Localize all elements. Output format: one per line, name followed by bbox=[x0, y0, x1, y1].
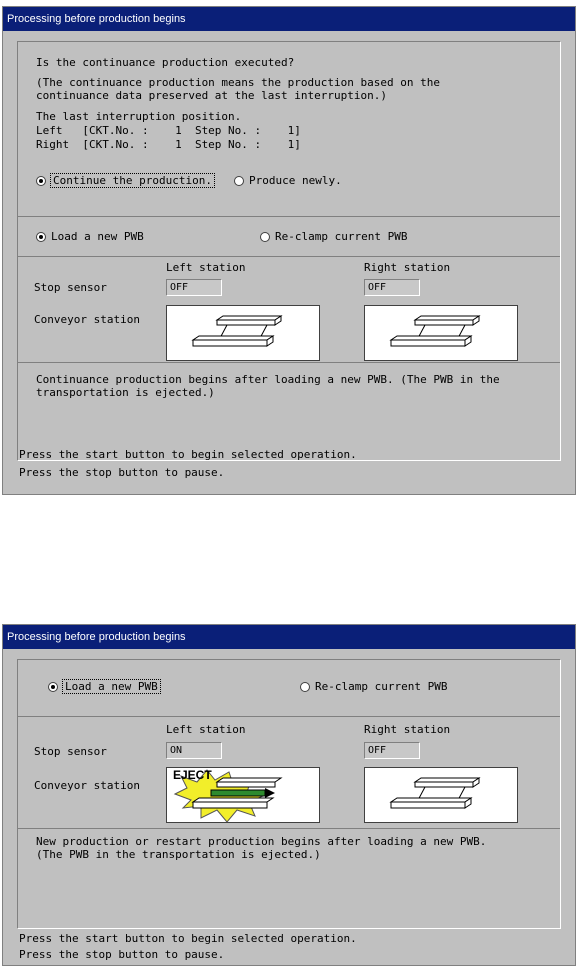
right-station-header: Right station bbox=[364, 723, 451, 736]
status-line-2: Press the stop button to pause. bbox=[19, 948, 225, 961]
window-title: Processing before production begins bbox=[3, 7, 575, 31]
radio-selected-icon bbox=[36, 232, 46, 242]
eject-label: EJECT bbox=[173, 768, 212, 782]
conveyor-station-label: Conveyor station bbox=[34, 779, 140, 792]
left-stop-sensor-value: ON bbox=[166, 742, 222, 759]
radio-unselected-icon bbox=[234, 176, 244, 186]
status-line-1: Press the start button to begin selected operation. bbox=[19, 932, 357, 945]
radio-unselected-icon bbox=[260, 232, 270, 242]
radio-continue-label: Continue the production. bbox=[53, 174, 212, 187]
radio-produce-newly-label: Produce newly. bbox=[249, 174, 342, 187]
last-position-label: The last interruption position. bbox=[36, 110, 242, 123]
message-section bbox=[18, 828, 560, 928]
conveyor-icon bbox=[365, 768, 517, 822]
message-line-1: New production or restart production begins after loading a new PWB. bbox=[36, 835, 487, 848]
status-line-1: Press the start button to begin selected operation. bbox=[19, 448, 357, 461]
radio-load-new-pwb[interactable] bbox=[48, 680, 160, 693]
right-stop-sensor-value: OFF bbox=[364, 279, 420, 296]
right-position-line: Right [CKT.No. : 1 Step No. : 1] bbox=[36, 138, 301, 151]
explanation-line-2: continuance data preserved at the last interruption.) bbox=[36, 89, 387, 102]
left-conveyor-view bbox=[166, 305, 320, 361]
right-conveyor-view bbox=[364, 767, 518, 823]
conveyor-icon bbox=[167, 306, 319, 360]
stop-sensor-label: Stop sensor bbox=[34, 745, 107, 758]
message-section bbox=[18, 362, 560, 460]
left-stop-sensor-value: OFF bbox=[166, 279, 222, 296]
dialog-new-production bbox=[2, 624, 576, 966]
radio-reclamp-label: Re-clamp current PWB bbox=[275, 230, 408, 243]
settings-panel bbox=[17, 41, 561, 461]
left-conveyor-view-eject bbox=[166, 767, 320, 823]
radio-continue-production[interactable] bbox=[36, 174, 214, 187]
station-section bbox=[18, 716, 560, 828]
right-stop-sensor-value: OFF bbox=[364, 742, 420, 759]
radio-load-new-pwb[interactable] bbox=[36, 230, 144, 243]
message-line-2: transportation is ejected.) bbox=[36, 386, 215, 399]
dialog-continue-production bbox=[2, 6, 576, 495]
window-title: Processing before production begins bbox=[3, 625, 575, 649]
settings-panel bbox=[17, 659, 561, 929]
load-options-section bbox=[18, 216, 560, 256]
radio-load-new-label: Load a new PWB bbox=[51, 230, 144, 243]
eject-burst-icon bbox=[167, 768, 319, 822]
message-line-2: (The PWB in the transportation is ejected.) bbox=[36, 848, 321, 861]
right-station-header: Right station bbox=[364, 261, 451, 274]
explanation-line-1: (The continuance production means the production based on the bbox=[36, 76, 440, 89]
station-section bbox=[18, 256, 560, 362]
radio-load-new-label: Load a new PWB bbox=[65, 680, 158, 693]
radio-reclamp-pwb[interactable] bbox=[260, 230, 407, 243]
message-line-1: Continuance production begins after loading a new PWB. (The PWB in the bbox=[36, 373, 500, 386]
radio-reclamp-label: Re-clamp current PWB bbox=[315, 680, 448, 693]
radio-produce-newly[interactable] bbox=[234, 174, 342, 187]
right-conveyor-view bbox=[364, 305, 518, 361]
conveyor-icon bbox=[365, 306, 517, 360]
status-line-2: Press the stop button to pause. bbox=[19, 466, 225, 479]
left-station-header: Left station bbox=[166, 723, 246, 736]
left-position-line: Left [CKT.No. : 1 Step No. : 1] bbox=[36, 124, 301, 137]
conveyor-station-label: Conveyor station bbox=[34, 313, 140, 326]
left-station-header: Left station bbox=[166, 261, 246, 274]
question-text: Is the continuance production executed? bbox=[36, 56, 295, 69]
radio-selected-icon bbox=[48, 682, 58, 692]
radio-selected-icon bbox=[36, 176, 46, 186]
stop-sensor-label: Stop sensor bbox=[34, 281, 107, 294]
radio-reclamp-pwb[interactable] bbox=[300, 680, 447, 693]
radio-unselected-icon bbox=[300, 682, 310, 692]
